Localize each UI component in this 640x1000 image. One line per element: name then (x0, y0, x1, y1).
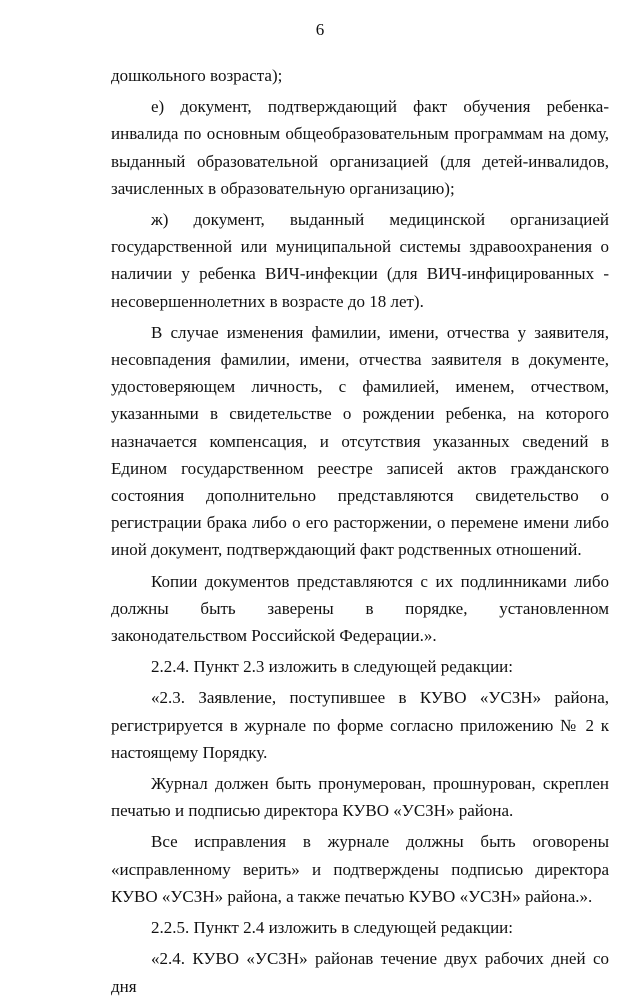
paragraph-item-e: е) документ, подтверждающий факт обучения ребенка-инвалида по основным общеобразовательным программам на дому, выданный образовательной организацией (для детей-инвалидов, зачисленных в образовательную организацию); (111, 97, 609, 198)
paragraph-copies: Копии документов представляются с их подлинниками либо должны быть заверены в порядке, установленном законодательством Российской Федерации.». (111, 571, 609, 646)
page-number: 6 (315, 20, 325, 39)
paragraph-2-2-4: 2.2.4. Пункт 2.3 изложить в следующей редакции: (151, 657, 513, 677)
paragraph-item-zh: ж) документ, выданный медицинской организацией государственной или муниципальной системы здравоохранения о наличии у ребенка ВИЧ-инфекции (для ВИЧ-инфицированных - несовершеннолетних в возрасте до 18 лет). (111, 210, 609, 311)
paragraph-continuation: дошкольного возраста); (111, 66, 283, 85)
paragraph-2-3: «2.3. Заявление, поступившее в КУВО «УСЗН» района, регистрируется в журнале по форме согласно приложению № 2 к настоящему Порядку. (111, 688, 609, 762)
paragraph-journal: Журнал должен быть пронумерован, прошнурован, скреплен печатью и подписью директора КУВО «УСЗН» района. (111, 774, 609, 821)
paragraph-corrections: Все исправления в журнале должны быть оговорены «исправленному верить» и подтверждены подписью директора КУВО «УСЗН» района, а также печатью КУВО «УСЗН» района.». (111, 832, 609, 906)
paragraph-2-4: «2.4. КУВО «УСЗН» районав течение двух рабочих дней со дня (111, 949, 609, 996)
document-body (111, 62, 609, 1000)
paragraph-2-2-5: 2.2.5. Пункт 2.4 изложить в следующей редакции: (151, 918, 513, 938)
paragraph-name-change: В случае изменения фамилии, имени, отчества у заявителя, несовпадения фамилии, имени, отчества заявителя в документе, удостоверяющем личность, с фамилией, именем, отчеством, указанными в свидетельстве о рождении ребенка, на которого назначается компенсация, и отсутствия указанных сведений в Едином государственном реестре записей актов гражданского состояния дополнительно представляются свидетельство о регистрации брака либо о его расторжении, о перемене имени либо иной документ, подтверждающий факт родственных отношений. (111, 322, 609, 560)
